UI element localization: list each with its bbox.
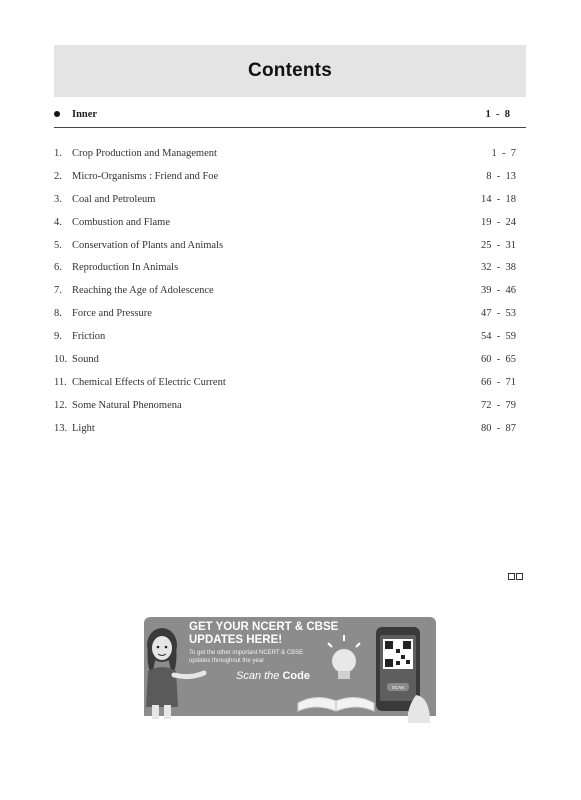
chapter-title: Chemical Effects of Electric Current <box>72 376 226 388</box>
chapter-number: 7. <box>54 285 62 297</box>
toc-row-4[interactable] <box>54 215 526 238</box>
toc-row-11[interactable] <box>54 375 526 398</box>
open-book-icon <box>296 691 376 713</box>
banner-headline-line: GET YOUR NCERT & CBSE <box>189 621 339 633</box>
chapter-title: Sound <box>72 354 99 366</box>
toc-row-9[interactable] <box>54 329 526 352</box>
chapter-title: Some Natural Phenomena <box>72 399 182 411</box>
chapter-title: Light <box>72 422 95 434</box>
chapter-title: Conservation of Plants and Animals <box>72 239 224 251</box>
chapter-title: Crop Production and Management <box>72 148 217 159</box>
toc-row-12[interactable] <box>54 398 526 421</box>
double-square-icon <box>508 573 523 580</box>
divider <box>54 127 526 128</box>
chapter-pages: 8 - 13 <box>486 170 516 182</box>
square-icon <box>508 573 515 580</box>
contents-header <box>54 45 526 97</box>
chapter-pages: 54 - 59 <box>481 331 516 343</box>
chapter-title: Combustion and Flame <box>72 216 170 228</box>
toc-row-8[interactable] <box>54 306 526 329</box>
chapter-number: 2. <box>54 170 62 182</box>
toc-inner-row[interactable] <box>54 107 526 125</box>
toc-row-6[interactable] <box>54 260 526 283</box>
square-icon <box>516 573 523 580</box>
chapter-number: 13. <box>54 422 68 434</box>
inner-label: Inner <box>72 109 98 120</box>
toc-row-10[interactable] <box>54 352 526 375</box>
chapter-number: 12. <box>54 399 68 411</box>
phone-scan-label: SCAN <box>391 685 405 690</box>
chapter-number: 6. <box>54 262 62 274</box>
banner-headline <box>189 621 339 647</box>
inner-pages: 1 - 8 <box>485 109 510 120</box>
toc-row-13[interactable] <box>54 421 526 444</box>
toc-row-5[interactable] <box>54 238 526 261</box>
banner-headline-line: UPDATES HERE! <box>189 634 283 646</box>
chapter-title: Micro-Organisms : Friend and Foe <box>72 170 219 182</box>
chapter-number: 1. <box>54 148 62 159</box>
banner-subtext <box>189 650 339 665</box>
chapter-number: 10. <box>54 354 68 366</box>
chapter-number: 8. <box>54 308 62 320</box>
chapter-number: 4. <box>54 216 62 228</box>
toc-row-1[interactable] <box>54 146 526 169</box>
chapter-pages: 14 - 18 <box>481 193 516 205</box>
toc-row-2[interactable] <box>54 169 526 192</box>
toc-row-7[interactable] <box>54 283 526 306</box>
chapter-title: Friction <box>72 331 106 343</box>
phone-qr-icon <box>372 625 434 725</box>
chapter-pages: 1 - 7 <box>491 148 516 159</box>
banner-subtext-line: updates throughout the year <box>189 657 265 664</box>
toc-list <box>54 146 526 444</box>
page-title: Contents <box>248 60 332 81</box>
chapter-title: Reproduction In Animals <box>72 262 179 274</box>
chapter-title: Reaching the Age of Adolescence <box>72 285 214 297</box>
toc-row-3[interactable] <box>54 192 526 215</box>
chapter-pages: 25 - 31 <box>481 239 516 251</box>
lightbulb-icon <box>324 635 364 691</box>
chapter-pages: 80 - 87 <box>481 422 516 434</box>
chapter-pages: 19 - 24 <box>481 216 516 228</box>
chapter-pages: 39 - 46 <box>481 285 516 297</box>
chapter-number: 11. <box>54 376 67 388</box>
chapter-pages: 60 - 65 <box>481 354 516 366</box>
chapter-pages: 72 - 79 <box>481 399 516 411</box>
chapter-number: 5. <box>54 239 62 251</box>
chapter-pages: 47 - 53 <box>481 308 516 320</box>
banner-subtext-line: To get the other important NCERT & CBSE <box>189 650 304 656</box>
scan-prefix: Scan the <box>236 670 283 682</box>
chapter-number: 9. <box>54 331 62 343</box>
scan-strong: Code <box>282 670 310 682</box>
chapter-title: Coal and Petroleum <box>72 193 156 205</box>
chapter-number: 3. <box>54 193 62 205</box>
chapter-title: Force and Pressure <box>72 308 152 320</box>
promo-banner[interactable] <box>144 617 436 716</box>
bullet-icon <box>54 111 60 117</box>
chapter-pages: 32 - 38 <box>481 262 516 274</box>
chapter-pages: 66 - 71 <box>481 376 516 388</box>
scan-the-code-text <box>236 670 310 682</box>
